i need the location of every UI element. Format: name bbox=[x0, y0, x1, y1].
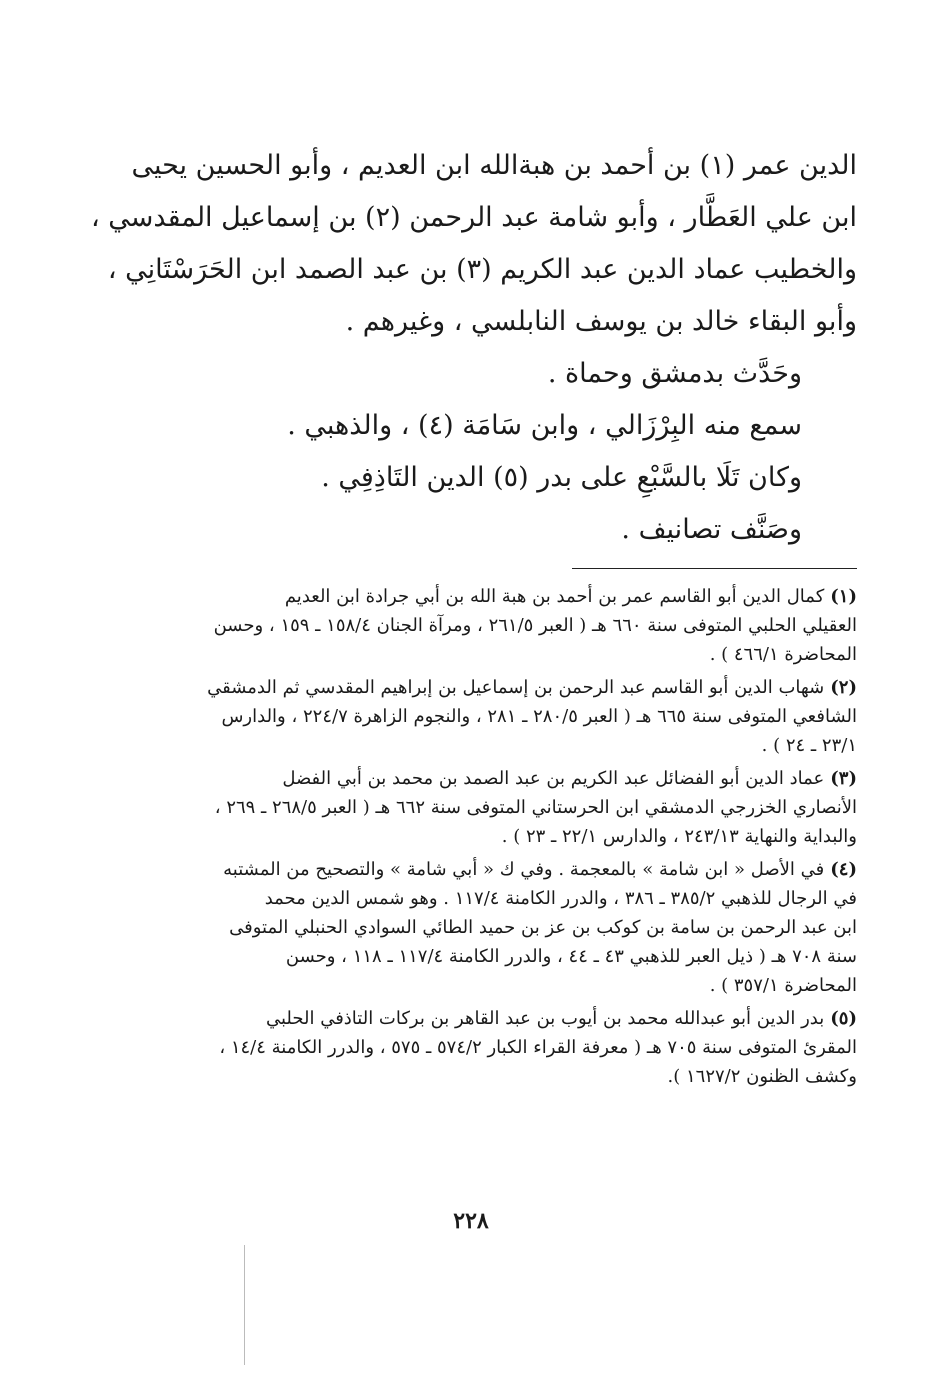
main-text-line: وكان تَلَا بالسَّبْعِ على بدر (٥) الدين التَاذِفِي . bbox=[321, 462, 802, 493]
footnote-line: سنة ٧٠٨ هـ ( ذيل العبر للذهبي ٤٣ ـ ٤٤ ، والدرر الكامنة ١١٧/٤ ـ ١١٨ ، وحسن bbox=[285, 946, 857, 967]
footnote-line bbox=[152, 582, 857, 611]
footnote-line: ابن عبد الرحمن بن سامة بن كوكب بن عز بن حميد الطائي السوادي الحنبلي المتوفى bbox=[229, 917, 857, 938]
footnote-text: شهاب الدين أبو القاسم عبد الرحمن بن إسماعيل بن إبراهيم المقدسي ثم الدمشقي bbox=[207, 677, 825, 698]
footnote-4 bbox=[152, 855, 857, 1000]
main-text-line: وصَنَّف تصانيف . bbox=[621, 514, 802, 545]
footnote-text: بدر الدين أبو عبدالله محمد بن أيوب بن عبد القاهر بن بركات التاذفي الحلبي bbox=[265, 1008, 825, 1029]
footnote-line: المحاضرة ٣٥٧/١ ) . bbox=[709, 975, 857, 996]
footnote-line: ٢٣/١ ـ ٢٤ ) . bbox=[761, 735, 857, 756]
footnote-line: المقرئ المتوفى سنة ٧٠٥ هـ ( معرفة القراء الكبار ٥٧٤/٢ ـ ٥٧٥ ، والدرر الكامنة ١٤/٤ ، bbox=[219, 1037, 857, 1058]
footnote-number: (٥) bbox=[830, 1008, 857, 1029]
main-text-block bbox=[90, 140, 857, 556]
main-text-line: والخطيب عماد الدين عبد الكريم (٣) بن عبد الصمد ابن الحَرَسْتَانِي ، bbox=[107, 254, 857, 285]
footnote-line: المحاضرة ٤٦٦/١ ) . bbox=[709, 644, 857, 665]
scan-artifact-line bbox=[244, 1245, 245, 1365]
footnote-line bbox=[152, 855, 857, 884]
footnote-text: كمال الدين أبو القاسم عمر بن أحمد بن هبة الله بن أبي جرادة ابن العديم bbox=[284, 586, 825, 607]
footnote-1 bbox=[152, 582, 857, 669]
footnote-line bbox=[152, 673, 857, 702]
footnote-line: وكشف الظنون ١٦٢٧/٢ ). bbox=[667, 1066, 857, 1087]
footnote-5 bbox=[152, 1004, 857, 1091]
main-text-line: وحَدَّث بدمشق وحماة . bbox=[547, 358, 802, 389]
main-text-line: سمع منه البِرْزَالي ، وابن سَامَة (٤) ، والذهبي . bbox=[287, 410, 802, 441]
footnote-number: (٤) bbox=[830, 859, 857, 880]
footnote-line bbox=[152, 1004, 857, 1033]
footnote-2 bbox=[152, 673, 857, 760]
footnote-text: عماد الدين أبو الفضائل عبد الكريم بن عبد الصمد بن محمد بن أبي الفضل bbox=[282, 768, 825, 789]
footnote-line: الشافعي المتوفى سنة ٦٦٥ هـ ( العبر ٢٨٠/٥ ـ ٢٨١ ، والنجوم الزاهرة ٢٢٤/٧ ، والدارس bbox=[221, 706, 857, 727]
main-text-line: وأبو البقاء خالد بن يوسف النابلسي ، وغيرهم . bbox=[345, 306, 857, 337]
footnote-line: والبداية والنهاية ٢٤٣/١٣ ، والدارس ٢٢/١ ـ ٢٣ ) . bbox=[501, 826, 857, 847]
footnote-line: الأنصاري الخزرجي الدمشقي ابن الحرستاني المتوفى سنة ٦٦٢ هـ ( العبر ٢٦٨/٥ ـ ٢٦٩ ، bbox=[214, 797, 857, 818]
footnote-line: في الرجال للذهبي ٣٨٥/٢ ـ ٣٨٦ ، والدرر الكامنة ١١٧/٤ . وهو شمس الدين محمد bbox=[264, 888, 857, 909]
footnote-text: في الأصل « ابن شامة » بالمعجمة . وفي ك « أبي شامة » والتصحيح من المشتبه bbox=[223, 859, 825, 880]
footnote-line bbox=[152, 764, 857, 793]
footnote-number: (٢) bbox=[830, 677, 857, 698]
footnotes-section bbox=[152, 582, 857, 1095]
footnote-3 bbox=[152, 764, 857, 851]
footnote-number: (٣) bbox=[830, 768, 857, 789]
footnote-number: (١) bbox=[830, 586, 857, 607]
footnote-line: العقيلي الحلبي المتوفى سنة ٦٦٠ هـ ( العبر ٢٦١/٥ ، ومرآة الجنان ١٥٨/٤ ـ ١٥٩ ، وحسن bbox=[213, 615, 857, 636]
page-number: ٢٢٨ bbox=[453, 1208, 489, 1234]
main-text-line: الدين عمر (١) بن أحمد بن هبةالله ابن العديم ، وأبو الحسين يحيى bbox=[131, 150, 857, 181]
footnote-divider bbox=[572, 568, 857, 569]
main-text-line: ابن علي العَطَّار ، وأبو شامة عبد الرحمن (٢) بن إسماعيل المقدسي ، bbox=[90, 202, 857, 233]
